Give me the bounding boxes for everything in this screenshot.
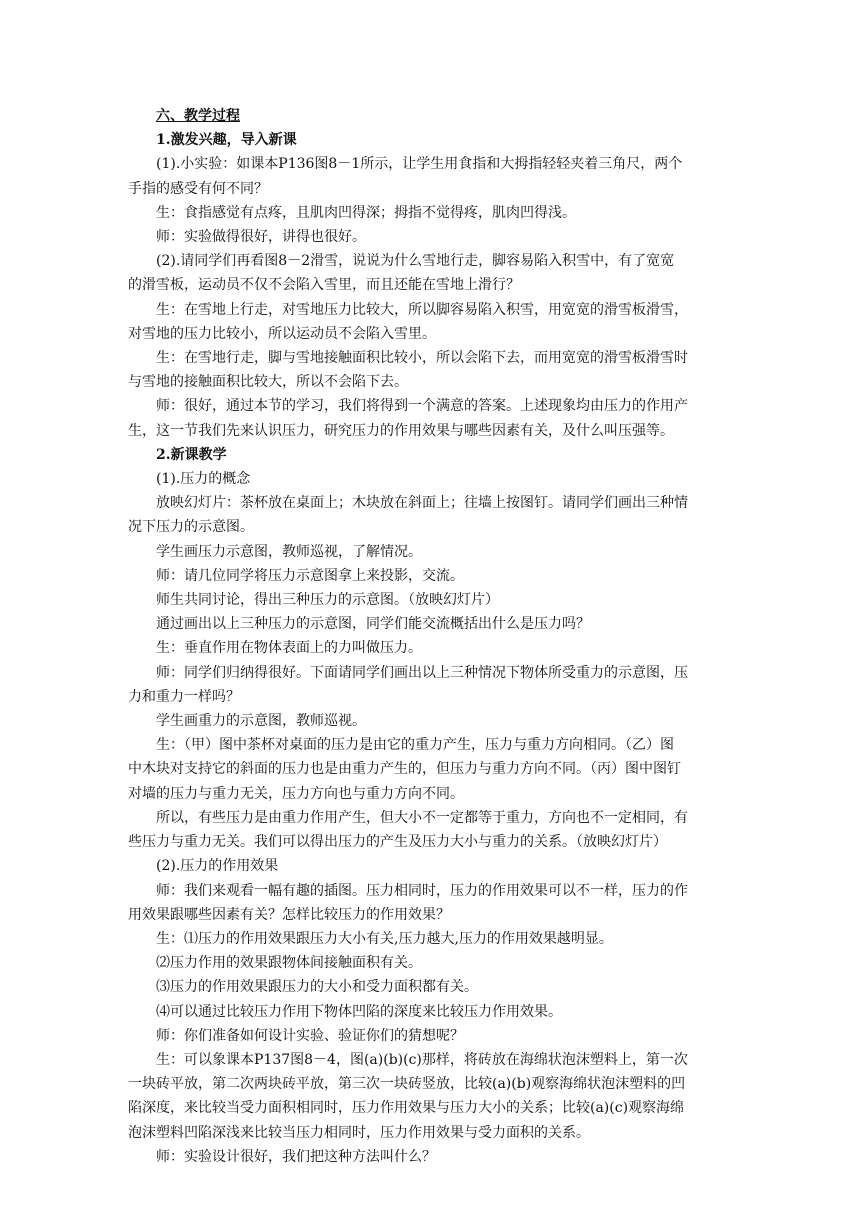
paragraph-line: 泡沫塑料凹陷深浅来比较当压力相同时，压力作用效果与受力面积的关系。 <box>128 1124 590 1141</box>
paragraph-line: 学生画压力示意图，教师巡视，了解情况。 <box>156 543 422 560</box>
paragraph-line: 生：食指感觉有点疼，且肌肉凹得深；拇指不觉得疼，肌肉凹得浅。 <box>156 204 576 221</box>
paragraph-line: (2).压力的作用效果 <box>156 858 279 875</box>
paragraph-line: 师：我们来观看一幅有趣的插图。压力相同时，压力的作用效果可以不一样，压力的作 <box>156 882 688 899</box>
paragraph-line: 用效果跟哪些因素有关？怎样比较压力的作用效果？ <box>128 906 450 923</box>
paragraph-line: ⑶压力的作用效果跟压力的大小和受力面积都有关。 <box>156 979 478 996</box>
paragraph-line: 生：可以象课本P137图8－4，图(a)(b)(c)那样，将砖放在海绵状泡沫塑料上，第一次 <box>156 1051 688 1068</box>
paragraph-line: 生：在雪地上行走，对雪地压力比较大，所以脚容易陷入积雪，用宽宽的滑雪板滑雪， <box>156 301 688 318</box>
paragraph-line: 况下压力的示意图。 <box>128 519 254 536</box>
paragraph-line: 些压力与重力无关。我们可以得出压力的产生及压力大小与重力的关系。（放映幻灯片） <box>128 834 667 851</box>
paragraph-line: 生：在雪地行走，脚与雪地接触面积比较小，所以会陷下去，而用宽宽的滑雪板滑雪时 <box>156 350 688 367</box>
paragraph-line: 师生共同讨论，得出三种压力的示意图。（放映幻灯片） <box>156 592 499 609</box>
document-page <box>128 104 732 1169</box>
paragraph-line: 生：垂直作用在物体表面上的力叫做压力。 <box>156 640 422 657</box>
paragraph-line: 放映幻灯片：茶杯放在桌面上；木块放在斜面上；往墙上按图钉。请同学们画出三种情 <box>156 495 688 512</box>
paragraph-line: 师：请几位同学将压力示意图拿上来投影，交流。 <box>156 567 464 584</box>
paragraph-line: 对墙的压力与重力无关，压力方向也与重力方向不同。 <box>128 785 464 802</box>
paragraph-line: 师：实验做得很好，讲得也很好。 <box>156 229 366 246</box>
paragraph-line: 中木块对支持它的斜面的压力也是由重力产生的，但压力与重力方向不同。（丙）图中图钉 <box>128 761 681 778</box>
paragraph-line: 一块砖平放，第二次两块砖平放，第三次一块砖竖放，比较(a)(b)观察海绵状泡沫塑料的凹 <box>128 1076 686 1093</box>
paragraph-line: 生，这一节我们先来认识压力，研究压力的作用效果与哪些因素有关，及什么叫压强等。 <box>128 422 674 439</box>
paragraph-line: 师：你们准备如何设计实验、验证你们的猜想呢？ <box>156 1027 464 1044</box>
paragraph-line: 师：实验设计很好，我们把这种方法叫什么？ <box>156 1148 436 1165</box>
paragraph-line: 手指的感受有何不同？ <box>128 180 268 197</box>
paragraph-line: 通过画出以上三种压力的示意图，同学们能交流概括出什么是压力吗？ <box>156 616 590 633</box>
paragraph-line: 生：⑴压力的作用效果跟压力大小有关,压力越大,压力的作用效果越明显。 <box>156 930 613 947</box>
paragraph-line: 对雪地的压力比较小，所以运动员不会陷入雪里。 <box>128 325 436 342</box>
paragraph-line: 与雪地的接触面积比较大，所以不会陷下去。 <box>128 374 408 391</box>
sub-heading: 2.新课教学 <box>156 446 227 463</box>
paragraph-line: ⑵压力作用的效果跟物体间接触面积有关。 <box>156 955 422 972</box>
paragraph-line: 生：（甲）图中茶杯对桌面的压力是由它的重力产生，压力与重力方向相同。（乙）图 <box>156 737 674 754</box>
paragraph-line: 师：很好，通过本节的学习，我们将得到一个满意的答案。上述现象均由压力的作用产 <box>156 398 688 415</box>
paragraph-line: 所以，有些压力是由重力作用产生，但大小不一定都等于重力，方向也不一定相同，有 <box>156 809 688 826</box>
paragraph-line: (1).小实验：如课本P136图8－1所示，让学生用食指和大拇指轻轻夹着三角尺，两个 <box>156 156 683 173</box>
paragraph-line: (2).请同学们再看图8－2滑雪，说说为什么雪地行走，脚容易陷入积雪中，有了宽宽 <box>156 253 675 270</box>
section-heading: 六、教学过程 <box>156 108 240 124</box>
paragraph-line: 师：同学们归纳得很好。下面请同学们画出以上三种情况下物体所受重力的示意图，压 <box>156 664 688 681</box>
paragraph-line: 的滑雪板，运动员不仅不会陷入雪里，而且还能在雪地上滑行？ <box>128 277 520 294</box>
paragraph-line: 陷深度，来比较当受力面积相同时，压力作用效果与压力大小的关系；比较(a)(c)观察海绵 <box>128 1100 685 1117</box>
paragraph-line: (1).压力的概念 <box>156 471 251 488</box>
paragraph-line: ⑷可以通过比较压力作用下物体凹陷的深度来比较压力作用效果。 <box>156 1003 562 1020</box>
paragraph-line: 力和重力一样吗？ <box>128 688 240 705</box>
paragraph-line: 学生画重力的示意图，教师巡视。 <box>156 713 366 730</box>
sub-heading: 1.激发兴趣，导入新课 <box>156 132 297 149</box>
